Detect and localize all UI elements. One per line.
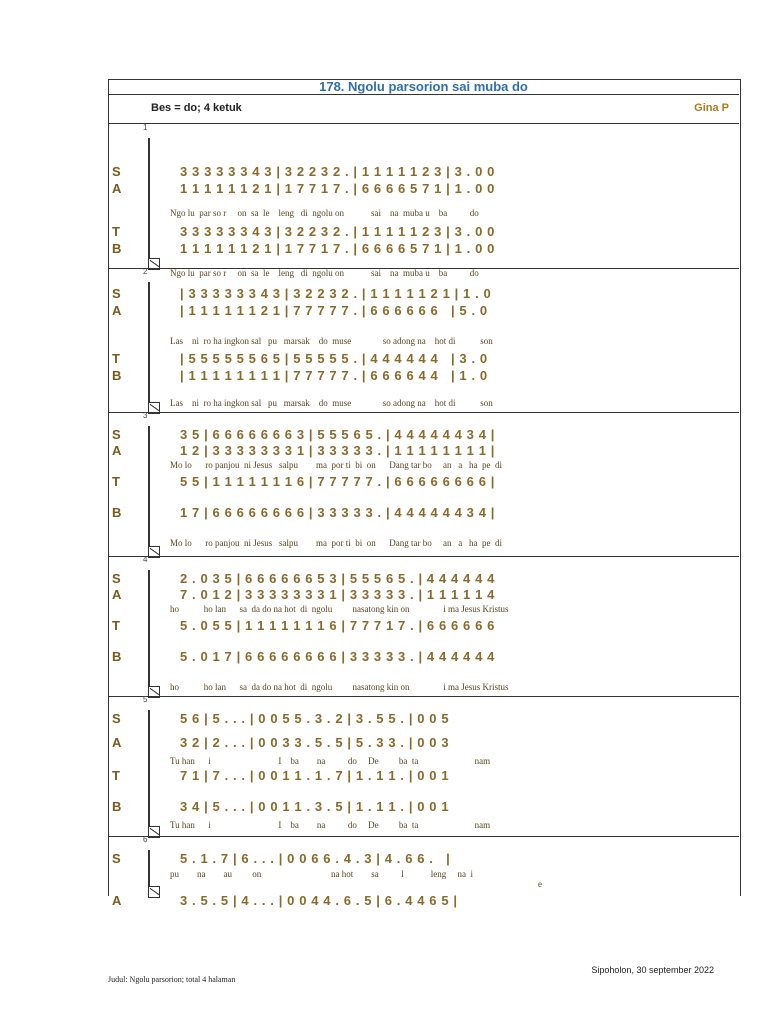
note-sequence: 5 5 | 1 1 1 1 1 1 1 6 | 7 7 7 7 7 . | 6 6 6 6 6 6 6 6 | — [180, 474, 495, 489]
voice-row-s — [108, 164, 739, 180]
note-sequence: | 1 1 1 1 1 1 1 1 | 7 7 7 7 7 . | 6 6 6 6 4 4 | 1 . 0 — [180, 368, 488, 383]
voice-label: S — [112, 571, 121, 586]
voice-row-b — [108, 799, 739, 815]
lyric-text: Tu han i I ba na do De ba ta nam — [170, 820, 491, 830]
footer-caption: Judul: Ngolu parsorion; total 4 halaman — [108, 975, 236, 984]
lyric-text: pu na au on na hot sa l leng na i — [170, 869, 473, 879]
lyric-text: Mo lo ro panjou ni Jesus salpu ma por ti bi on Dang tar bo an a ha pe di — [170, 460, 502, 470]
voice-row-t — [108, 768, 739, 784]
note-sequence: 1 7 | 6 6 6 6 6 6 6 6 | 3 3 3 3 3 . | 4 4 4 4 4 4 3 4 | — [180, 505, 495, 520]
page-title: 178. Ngolu parsorion sai muba do — [108, 79, 739, 95]
voice-row-s — [108, 711, 739, 727]
lyric-text: Las ni ro ha ingkon sal pu marsak do muse so adong na hot di son — [170, 398, 493, 408]
voice-row-a — [108, 735, 739, 751]
note-sequence: | 1 1 1 1 1 1 2 1 | 7 7 7 7 7 . | 6 6 6 6 6 6 | 5 . 0 — [180, 303, 488, 318]
voice-label: S — [112, 851, 121, 866]
voice-label: B — [112, 368, 122, 383]
arranger-name: Gina P — [694, 102, 729, 114]
note-sequence: 5 . 1 . 7 | 6 . . . | 0 0 6 6 . 4 . 3 | 4 . 6 6 . | — [180, 851, 451, 866]
voice-label: T — [112, 224, 120, 239]
score-meta — [108, 95, 739, 124]
note-sequence: 1 1 1 1 1 1 2 1 | 1 7 7 1 7 . | 6 6 6 6 5 7 1 | 1 . 0 0 — [180, 181, 495, 196]
voice-row-t — [108, 618, 739, 634]
voice-label: T — [112, 474, 120, 489]
footer-date: Sipoholon, 30 september 2022 — [591, 965, 714, 975]
system-1 — [108, 123, 739, 278]
note-sequence: 3 3 3 3 3 3 4 3 | 3 2 2 3 2 . | 1 1 1 1 1 2 3 | 3 . 0 0 — [180, 224, 495, 239]
system-number: 2 — [143, 267, 148, 276]
voice-row-s — [108, 851, 739, 867]
system-3 — [108, 412, 739, 557]
voice-label: T — [112, 768, 120, 783]
voice-row-a — [108, 181, 739, 197]
note-sequence: 2 . 0 3 5 | 6 6 6 6 6 6 5 3 | 5 5 5 6 5 . | 4 4 4 4 4 4 — [180, 571, 495, 586]
system-brace — [148, 138, 150, 258]
note-sequence: 5 . 0 5 5 | 1 1 1 1 1 1 1 6 | 7 7 7 1 7 . | 6 6 6 6 6 6 — [180, 618, 495, 633]
voice-row-t — [108, 351, 739, 367]
lyric-row — [108, 538, 739, 554]
voice-label: B — [112, 649, 122, 664]
voice-label: B — [112, 799, 122, 814]
voice-row-t — [108, 224, 739, 240]
voice-label: A — [112, 587, 122, 602]
system-number: 4 — [143, 555, 148, 564]
voice-label: S — [112, 427, 121, 442]
lyric-text: e — [538, 879, 542, 889]
voice-label: A — [112, 181, 122, 196]
note-sequence: 3 3 3 3 3 3 4 3 | 3 2 2 3 2 . | 1 1 1 1 1 2 3 | 3 . 0 0 — [180, 164, 495, 179]
voice-label: T — [112, 351, 120, 366]
voice-row-s — [108, 427, 739, 443]
lyric-row — [108, 336, 739, 352]
voice-label: A — [112, 443, 122, 458]
system-5 — [108, 696, 739, 837]
lyric-text: Tu han i I ba na do De ba ta nam — [170, 756, 491, 766]
note-sequence: 7 . 0 1 2 | 3 3 3 3 3 3 3 1 | 3 3 3 3 3 . | 1 1 1 1 1 4 — [180, 587, 495, 602]
lyric-text: ho ho lan sa da do na hot di ngolu nasatong kin on i ma Jesus Kristus — [170, 682, 509, 692]
lyric-text: Ngo lu par so r on sa le leng di ngolu on sai na muba u ba do — [170, 268, 479, 278]
voice-row-a — [108, 303, 739, 319]
note-sequence: | 3 3 3 3 3 3 4 3 | 3 2 2 3 2 . | 1 1 1 1 1 2 1 | 1 . 0 — [180, 286, 492, 301]
note-sequence: 3 5 | 6 6 6 6 6 6 6 3 | 5 5 5 6 5 . | 4 4 4 4 4 4 3 4 | — [180, 427, 495, 442]
voice-label: S — [112, 164, 121, 179]
note-sequence: 3 . 5 . 5 | 4 . . . | 0 0 4 4 . 6 . 5 | 6 . 4 4 6 5 | — [180, 893, 458, 908]
system-marker-icon — [148, 886, 160, 898]
voice-label: S — [112, 286, 121, 301]
voice-row-t — [108, 474, 739, 490]
lyric-text: ho ho lan sa da do na hot di ngolu nasatong kin on i ma Jesus Kristus — [170, 604, 509, 614]
voice-row-b — [108, 649, 739, 665]
voice-label: A — [112, 893, 122, 908]
voice-label: S — [112, 711, 121, 726]
voice-row-b — [108, 241, 739, 257]
voice-label: T — [112, 618, 120, 633]
system-number: 3 — [143, 411, 148, 420]
system-number: 1 — [143, 123, 148, 132]
note-sequence: 7 1 | 7 . . . | 0 0 1 1 . 1 . 7 | 1 . 1 1 . | 0 0 1 — [180, 768, 450, 783]
lyric-row — [108, 820, 739, 836]
voice-row-a — [108, 443, 739, 459]
note-sequence: 1 1 1 1 1 1 2 1 | 1 7 7 1 7 . | 6 6 6 6 5 7 1 | 1 . 0 0 — [180, 241, 495, 256]
lyric-text: Las ni ro ha ingkon sal pu marsak do muse so adong na hot di son — [170, 336, 493, 346]
note-sequence: 5 . 0 1 7 | 6 6 6 6 6 6 6 6 | 3 3 3 3 3 . | 4 4 4 4 4 4 — [180, 649, 495, 664]
voice-label: A — [112, 303, 122, 318]
voice-row-b — [108, 505, 739, 521]
voice-label: B — [112, 241, 122, 256]
voice-label: A — [112, 735, 122, 750]
note-sequence: | 5 5 5 5 5 5 6 5 | 5 5 5 5 5 . | 4 4 4 4 4 4 | 3 . 0 — [180, 351, 488, 366]
note-sequence: 5 6 | 5 . . . | 0 0 5 5 . 3 . 2 | 3 . 5 5 . | 0 0 5 — [180, 711, 450, 726]
system-number: 6 — [143, 835, 148, 844]
key-signature: Bes = do; 4 ketuk — [151, 102, 242, 114]
lyric-row — [108, 208, 739, 224]
voice-row-b — [108, 368, 739, 384]
note-sequence: 3 2 | 2 . . . | 0 0 3 3 . 5 . 5 | 5 . 3 3 . | 0 0 3 — [180, 735, 450, 750]
note-sequence: 3 4 | 5 . . . | 0 0 1 1 . 3 . 5 | 1 . 1 1 . | 0 0 1 — [180, 799, 450, 814]
voice-row-s — [108, 286, 739, 302]
lyric-text: Ngo lu par so r on sa le leng di ngolu on sai na muba u ba do — [170, 208, 479, 218]
voice-row-s — [108, 571, 739, 587]
lyric-text: Mo lo ro panjou ni Jesus salpu ma por ti bi on Dang tar bo an a ha pe di — [170, 538, 502, 548]
system-2 — [108, 268, 739, 413]
note-sequence: 1 2 | 3 3 3 3 3 3 3 1 | 3 3 3 3 3 . | 1 1 1 1 1 1 1 1 | — [180, 443, 495, 458]
voice-label: B — [112, 505, 122, 520]
system-6 — [108, 835, 739, 908]
system-number: 5 — [143, 695, 148, 704]
voice-row-a — [108, 893, 739, 909]
system-4 — [108, 556, 739, 697]
voice-row-a — [108, 587, 739, 603]
